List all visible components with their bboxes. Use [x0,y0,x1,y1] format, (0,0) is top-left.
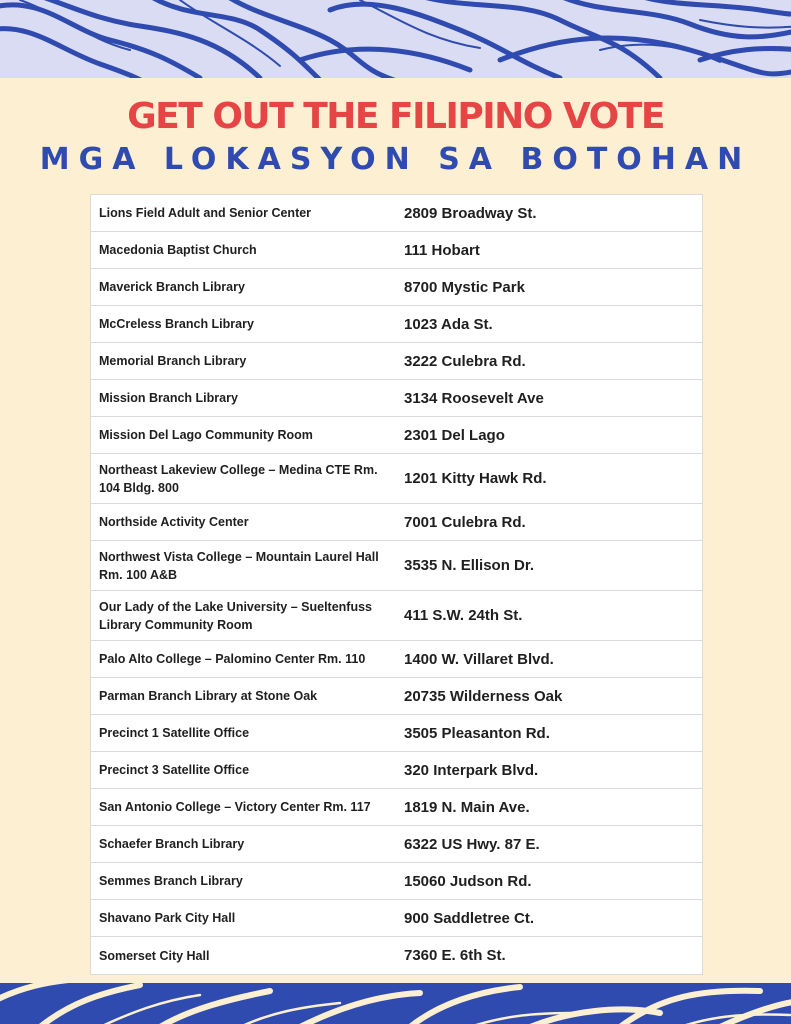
location-name: Palo Alto College – Palomino Center Rm. 110 [99,652,366,666]
location-address: 7001 Culebra Rd. [404,513,526,531]
location-name: Our Lady of the Lake University – Sueltenfuss Library Community Room [99,599,372,632]
table-row [91,343,702,380]
table-row [91,641,702,678]
location-name: Mission Branch Library [99,391,238,405]
location-address: 1819 N. Main Ave. [404,798,530,816]
page-subtitle: MGA LOKASYON SA BOTOHAN [39,142,752,177]
location-address: 3222 Culebra Rd. [404,352,526,370]
location-address: 3535 N. Ellison Dr. [404,557,535,574]
table-row [91,380,702,417]
table-row [91,900,702,937]
table-row [91,232,702,269]
location-name: Semmes Branch Library [99,874,243,888]
table-row [91,504,702,541]
table-row [91,306,702,343]
location-name: Macedonia Baptist Church [99,243,257,257]
location-address: 8700 Mystic Park [404,278,525,296]
table-row [91,826,702,863]
table-row [91,591,702,641]
location-address: 15060 Judson Rd. [404,872,532,890]
location-address: 2809 Broadway St. [404,204,537,222]
table-row [91,789,702,826]
location-name: Shavano Park City Hall [99,911,236,925]
table-row [91,752,702,789]
location-name: Northeast Lakeview College – Medina CTE Rm. 104 Bldg. 800 [99,462,378,495]
table-row [91,715,702,752]
table-row [91,678,702,715]
location-name: Lions Field Adult and Senior Center [99,206,312,220]
polling-locations-table [90,194,703,975]
location-address: 2301 Del Lago [404,426,505,444]
location-name: Mission Del Lago Community Room [99,428,313,442]
bottom-wave-decoration [0,983,791,1024]
location-address: 20735 Wilderness Oak [404,687,563,705]
location-address: 1023 Ada St. [404,315,493,333]
location-address: 1201 Kitty Hawk Rd. [404,470,547,487]
location-name: Precinct 3 Satellite Office [99,763,250,777]
location-address: 411 S.W. 24th St. [404,607,523,624]
location-name: McCreless Branch Library [99,317,254,331]
location-name: San Antonio College – Victory Center Rm. 117 [99,800,371,814]
top-wave-decoration [0,0,791,78]
page-title: GET OUT THE FILIPINO VOTE [127,96,664,137]
location-name: Somerset City Hall [99,948,210,963]
location-address: 3505 Pleasanton Rd. [404,724,550,742]
location-address: 111 Hobart [404,241,480,259]
location-address: 6322 US Hwy. 87 E. [404,835,540,853]
location-name: Northside Activity Center [99,515,249,529]
location-address: 3134 Roosevelt Ave [404,389,544,407]
location-name: Maverick Branch Library [99,280,245,294]
table-row [91,195,702,232]
location-name: Northwest Vista College – Mountain Laurel Hall Rm. 100 A&B [99,549,379,582]
location-name: Precinct 1 Satellite Office [99,726,250,740]
location-name: Parman Branch Library at Stone Oak [99,689,318,703]
table-row [91,937,702,974]
location-address: 1400 W. Villaret Blvd. [404,650,554,668]
table-row [91,417,702,454]
location-address: 7360 E. 6th St. [404,947,506,964]
location-name: Schaefer Branch Library [99,837,245,851]
table-row [91,541,702,591]
location-name: Memorial Branch Library [99,354,247,368]
location-address: 320 Interpark Blvd. [404,761,539,779]
table-row [91,454,702,504]
table-row [91,269,702,306]
table-row [91,863,702,900]
location-address: 900 Saddletree Ct. [404,909,535,927]
